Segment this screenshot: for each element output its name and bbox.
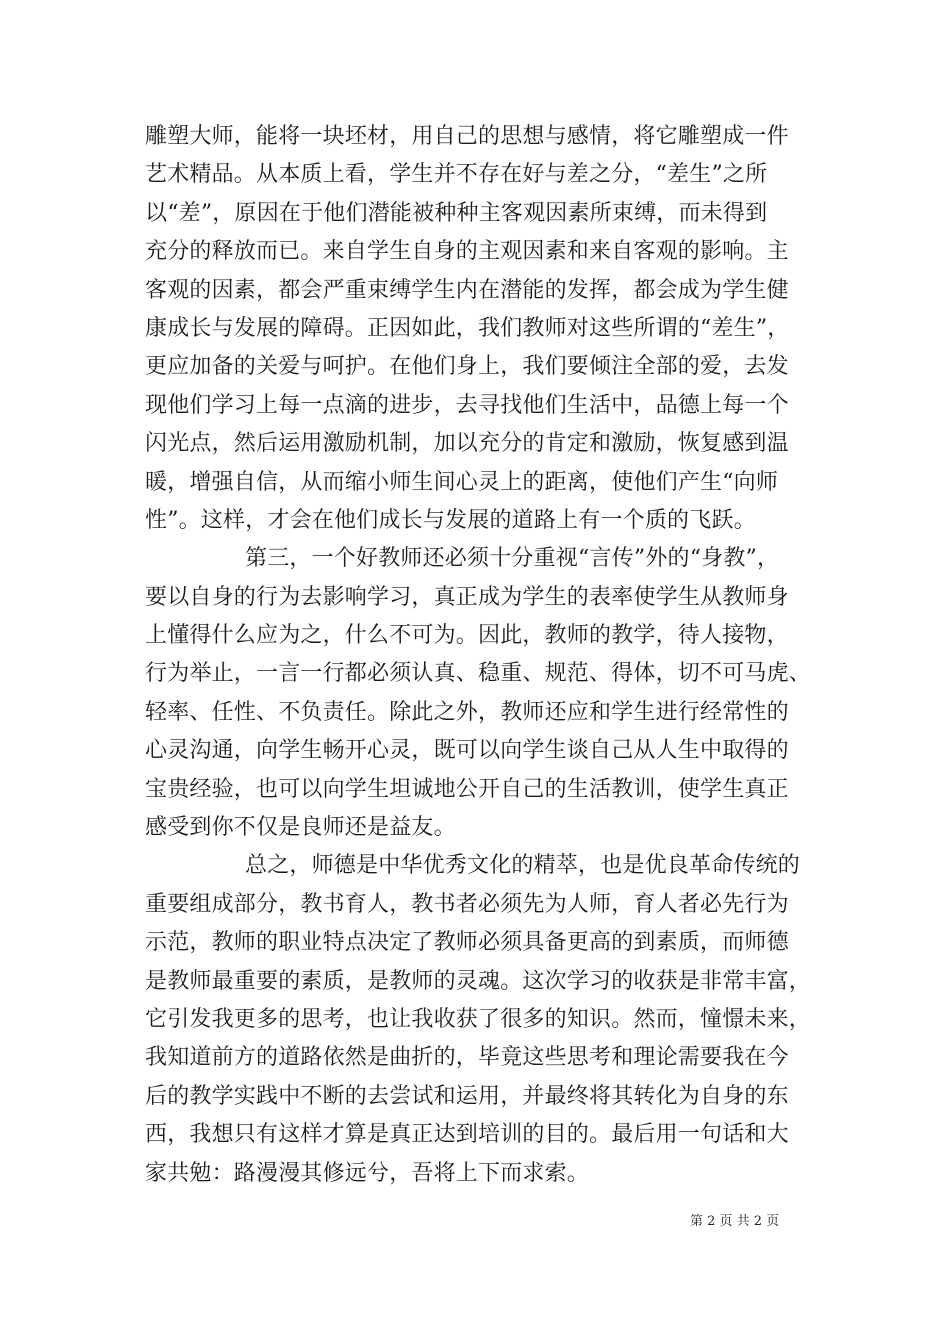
text-line: 暖，增强自信，从而缩小师生间心灵上的距离，使他们产生“向师: [145, 469, 779, 495]
text-line: 感受到你不仅是良师还是益友。: [145, 815, 456, 841]
text-line: 后的教学实践中不断的去尝试和运用，并最终将其转化为自身的东: [145, 1083, 789, 1109]
text-line: 康成长与发展的障碍。正因如此，我们教师对这些所谓的“差生”，: [145, 315, 790, 341]
text-line: 以“差”，原因在于他们潜能被种种主客观因素所束缚，而未得到: [145, 200, 768, 226]
text-line: 宝贵经验，也可以向学生坦诚地公开自己的生活教训，使学生真正: [145, 776, 789, 802]
text-line: 雕塑大师，能将一块坯材，用自己的思想与感情，将它雕塑成一件: [145, 124, 789, 149]
text-line: 西，我想只有这样才算是真正达到培训的目的。最后用一句话和大: [145, 1122, 789, 1148]
text-line: 要以自身的行为去影响学习，真正成为学生的表率使学生从教师身: [145, 584, 789, 610]
text-line: 更应加备的关爱与呵护。在他们身上，我们要倾注全部的爱，去发: [145, 354, 789, 380]
text-line: 闪光点，然后运用激励机制，加以充分的肯定和激励，恢复感到温: [145, 431, 789, 457]
body-text: [145, 118, 825, 1193]
text-line: 轻率、任性、不负责任。除此之外，教师还应和学生进行经常性的: [145, 699, 789, 725]
text-line: 充分的释放而已。来自学生自身的主观因素和来自客观的影响。主: [145, 239, 789, 265]
paragraph-start-line: 第三，一个好教师还必须十分重视“言传”外的“身教”，: [245, 546, 780, 572]
text-line: 客观的因素，都会严重束缚学生内在潜能的发挥，都会成为学生健: [145, 277, 789, 303]
text-line: 我知道前方的道路依然是曲折的，毕竟这些思考和理论需要我在今: [145, 1045, 789, 1071]
text-line: 示范，教师的职业特点决定了教师必须具备更高的到素质，而师德: [145, 930, 789, 956]
text-line: 家共勉：路漫漫其修远兮，吾将上下而求索。: [145, 1160, 590, 1186]
text-line: 现他们学习上每一点滴的进步，去寻找他们生活中，品德上每一个: [145, 392, 789, 418]
paragraph-start-line: 总之，师德是中华优秀文化的精萃，也是优良革命传统的: [245, 853, 801, 879]
text-line: 是教师最重要的素质，是教师的灵魂。这次学习的收获是非常丰富，: [145, 968, 812, 994]
text-line: 它引发我更多的思考，也让我收获了很多的知识。然而，憧憬未来，: [145, 1006, 812, 1032]
text-line: 行为举止，一言一行都必须认真、稳重、规范、得体，切不可马虎、: [145, 661, 812, 687]
text-line: 重要组成部分，教书育人，教书者必须先为人师，育人者必先行为: [145, 891, 789, 917]
text-line: 心灵沟通，向学生畅开心灵，既可以向学生谈自己从人生中取得的: [145, 738, 789, 764]
page-number-footer: 第 2 页 共 2 页: [690, 1214, 780, 1229]
text-line: 上懂得什么应为之，什么不可为。因此，教师的教学，待人接物，: [145, 623, 789, 649]
text-line: 艺术精品。从本质上看，学生并不存在好与差之分，“差生”之所: [145, 162, 768, 188]
text-line: 性”。这样，才会在他们成长与发展的道路上有一个质的飞跃。: [145, 507, 756, 533]
